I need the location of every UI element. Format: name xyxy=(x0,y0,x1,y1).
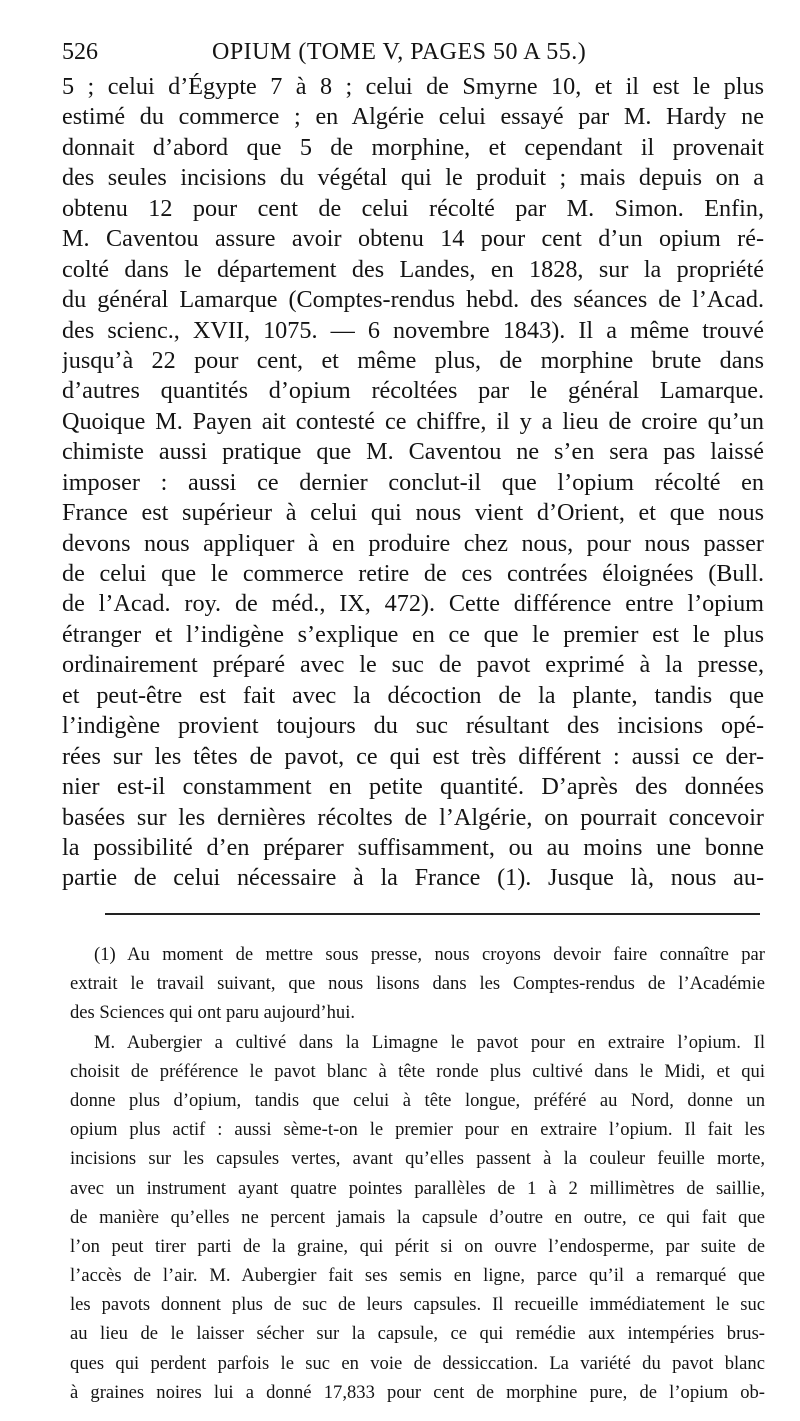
page-header xyxy=(62,34,760,70)
text-line: obtenu 12 pour cent de celui récolté par M. Simon. Enfin, xyxy=(62,194,764,222)
text-line: nier est-il constamment en petite quantité. D’après des données xyxy=(62,773,764,801)
text-line: Quoique M. Payen ait contesté ce chiffre, il y a lieu de croire qu’un xyxy=(62,407,764,435)
text-line: de celui que le commerce retire de ces contrées éloignées (Bull. xyxy=(62,560,764,587)
text-line: France est supérieur à celui qui nous vient d’Orient, et que nous xyxy=(62,499,764,527)
text-line: estimé du commerce ; en Algérie celui essayé par M. Hardy ne xyxy=(62,103,764,131)
text-line: étranger et l’indigène s’explique en ce que le premier est le plus xyxy=(62,620,764,648)
footnote-line: ques qui perdent parfois le suc en voie de dessiccation. La variété du pavot blanc xyxy=(70,1352,765,1374)
text-line: des scienc., XVII, 1075. — 6 novembre 1843). Il a même trouvé xyxy=(62,316,764,344)
footnote-line: l’accès de l’air. M. Aubergier fait ses semis en ligne, parce qu’il a remarqué que xyxy=(70,1265,765,1287)
footnote-line: M. Aubergier a cultivé dans la Limagne le pavot pour en extraire l’opium. Il xyxy=(94,1031,765,1053)
footnote-line: des Sciences qui ont paru aujourd’hui. xyxy=(70,1002,356,1024)
footnote xyxy=(70,940,765,1407)
text-line: M. Caventou assure avoir obtenu 14 pour cent d’un opium ré- xyxy=(62,225,764,253)
footnote-line: avec un instrument ayant quatre pointes parallèles de 1 à 2 millimètres de saillie, xyxy=(70,1177,765,1199)
footnote-line: choisit de préférence le pavot blanc à tête ronde plus cultivé dans le Midi, et qui xyxy=(70,1060,765,1082)
text-line: partie de celui nécessaire à la France (1). Jusque là, nous au- xyxy=(62,864,764,892)
text-line: chimiste aussi pratique que M. Caventou ne s’en sera pas laissé xyxy=(62,438,764,466)
text-line: devons nous appliquer à en produire chez nous, pour nous passer xyxy=(62,529,764,557)
text-line: l’indigène provient toujours du suc résultant des incisions opé- xyxy=(62,712,764,740)
text-line: ordinairement préparé avec le suc de pavot exprimé à la presse, xyxy=(62,651,764,679)
page-number: 526 xyxy=(62,39,98,65)
text-line: du général Lamarque (Comptes-rendus hebd. des séances de l’Acad. xyxy=(62,286,764,314)
text-line: rées sur les têtes de pavot, ce qui est très différent : aussi ce der- xyxy=(62,742,764,770)
footnote-line: à graines noires lui a donné 17,833 pour cent de morphine pure, de l’opium ob- xyxy=(70,1381,765,1403)
footnote-line: de manière qu’elles ne percent jamais la capsule d’outre en outre, ce qui fait que xyxy=(70,1206,765,1228)
footnote-line: au lieu de le laisser sécher sur la capsule, ce qui remédie aux intempéries brus- xyxy=(70,1323,765,1345)
footnote-line: donne plus d’opium, tandis que celui à tête longue, préféré au Nord, donne un xyxy=(70,1089,765,1111)
text-line: donnait d’abord que 5 de morphine, et cependant il provenait xyxy=(62,133,764,161)
footnote-line: l’on peut tirer parti de la graine, qui périt si on ouvre l’endosperme, par suite de xyxy=(70,1235,765,1257)
footnote-line: les pavots donnent plus de suc de leurs capsules. Il recueille immédiatement le suc xyxy=(70,1294,765,1316)
text-line: et peut-être est fait avec la décoction de la plante, tandis que xyxy=(62,681,764,709)
text-line: la possibilité d’en préparer suffisamment, ou au moins une bonne xyxy=(62,833,764,861)
text-line: jusqu’à 22 pour cent, et même plus, de morphine brute dans xyxy=(62,346,764,374)
running-head: OPIUM (TOME V, PAGES 50 A 55.) xyxy=(212,39,587,65)
main-text xyxy=(62,72,764,894)
footnote-line: opium plus actif : aussi sème-t-on le premier pour en extraire l’opium. Il fait les xyxy=(70,1119,765,1141)
text-line: d’autres quantités d’opium récoltées par le général Lamarque. xyxy=(62,377,764,405)
text-line: de l’Acad. roy. de méd., IX, 472). Cette différence entre l’opium xyxy=(62,590,764,618)
text-line: imposer : aussi ce dernier conclut-il que l’opium récolté en xyxy=(62,468,764,496)
text-line: des seules incisions du végétal qui le produit ; mais depuis on a xyxy=(62,164,764,192)
text-line: basées sur les dernières récoltes de l’Algérie, on pourrait concevoir xyxy=(62,803,764,831)
footnote-line: extrait le travail suivant, que nous lisons dans les Comptes-rendus de l’Académie xyxy=(70,973,765,995)
footnote-line: incisions sur les capsules vertes, avant qu’elles passent à la couleur feuille morte, xyxy=(70,1148,765,1170)
footnote-separator xyxy=(105,913,760,915)
text-line: 5 ; celui d’Égypte 7 à 8 ; celui de Smyrne 10, et il est le plus xyxy=(62,73,764,100)
text-line: colté dans le département des Landes, en 1828, sur la propriété xyxy=(62,255,764,283)
footnote-line: (1) Au moment de mettre sous presse, nous croyons devoir faire connaître par xyxy=(94,944,765,965)
